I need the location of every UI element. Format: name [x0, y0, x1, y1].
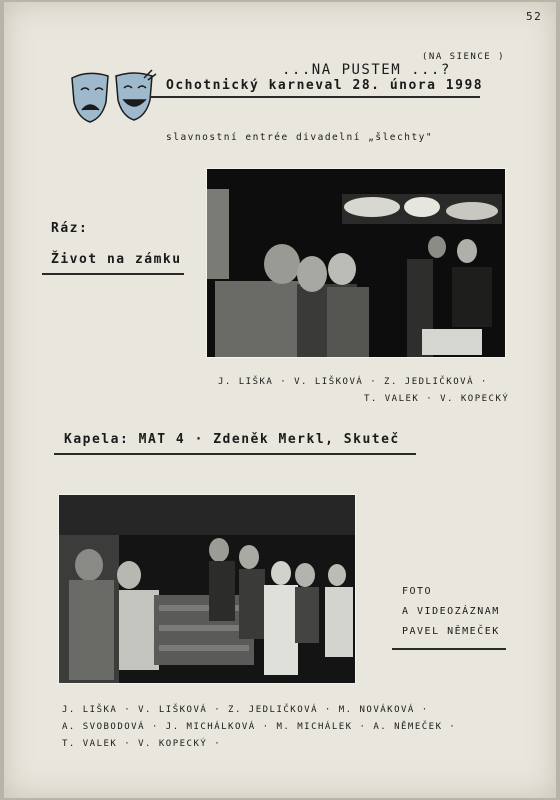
photo-carnival-stage	[58, 494, 356, 684]
event-subtitle: slavnostní entrée divadelní „šlechty"	[166, 132, 434, 143]
mood-value: Život na zámku	[51, 252, 182, 267]
event-title: Ochotnický karneval 28. února 1998	[166, 78, 484, 93]
foto-line2: A VIDEOZÁZNAM	[402, 606, 500, 617]
foto-underline	[392, 648, 506, 650]
photo-video-credit	[402, 582, 500, 642]
band-credit: Kapela: MAT 4 · Zdeněk Merkl, Skuteč	[64, 432, 400, 447]
title-underline	[150, 96, 480, 98]
photo1-credits-line2: T. VALEK · V. KOPECKÝ	[364, 394, 510, 404]
mood-label: Ráz:	[51, 221, 89, 236]
page-number: 52	[526, 10, 543, 23]
mood-underline	[42, 273, 184, 275]
theatre-masks-icon	[68, 68, 158, 128]
bleed-through-text-right: (NA SIENCE )	[422, 52, 506, 62]
photo1-credits-line1: J. LIŠKA · V. LIŠKOVÁ · Z. JEDLIČKOVÁ ·	[218, 377, 488, 387]
photo2-credits-line2: A. SVOBODOVÁ · J. MICHÁLKOVÁ · M. MICHÁLEK · A. NĚMEČEK ·	[62, 722, 457, 732]
foto-line1: FOTO	[402, 586, 433, 597]
foto-line3: PAVEL NĚMEČEK	[402, 626, 500, 637]
photo2-credits-line3: T. VALEK · V. KOPECKÝ ·	[62, 739, 222, 749]
photo-castle-scene	[206, 168, 506, 358]
band-underline	[54, 453, 416, 455]
photo2-credits-line1: J. LIŠKA · V. LIŠKOVÁ · Z. JEDLIČKOVÁ · M. NOVÁKOVÁ ·	[62, 705, 429, 715]
bleed-through-text: ...NA PUSTEM ...?	[282, 62, 451, 78]
scrapbook-page	[4, 2, 556, 798]
